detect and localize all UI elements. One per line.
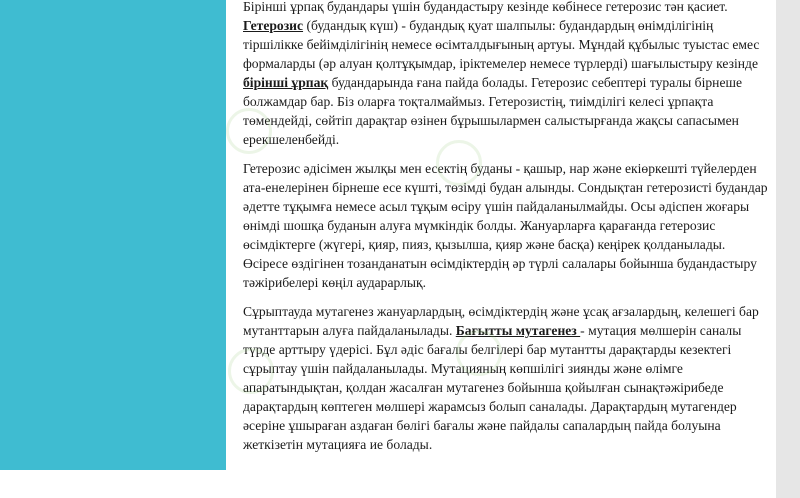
document-page (226, 0, 776, 498)
document-text (243, 0, 771, 464)
paragraph-2 (243, 159, 771, 292)
p2-seg-1: Гетерозис әдісімен жылқы мен есектің буданы - қашыр, нар және екіөркешті түйелерден ата-енелерінен бірнеше есе күшті, төзімді будан алынды. Сондықтан гетерозисті будандар әдетте тұқымға немесе асыл тұқым өсіру үшін пайдаланылмайды. Осы әдіспен жоғары өнімді шошқа буданын алуға мүмкіндік болды. Жануарларға қарағанда гетерозис өсімдіктерге (жүгері, қияр, пияз, қызылша, қияр және басқа) кеңірек қолданылады. Өсіресе өздігінен тозанданатын өсімдіктердің әр түрлі салалары бойынша будандастыру тәжірибелері көңіл аударарлық. (243, 161, 768, 290)
term-directed-mutagenesis: Бағытты мутагенез (455, 323, 581, 338)
paragraph-3 (243, 302, 771, 454)
p1-seg-1: Бірінші ұрпақ будандары үшін будандастыру кезінде көбінесе гетерозис тән қасиет. (243, 0, 728, 14)
paragraph-1 (243, 0, 771, 149)
term-heterosis: Гетерозис (243, 18, 304, 33)
p1-seg-5: будандарында ғана пайда болады. Гетерозис себептері туралы бірнеше болжамдар бар. Біз оларға тоқталмаймыз. Гетерозистің, тиімділігі келесі ұрпақта төмендейді, сөйтіп дарақтар өзінен бұрышылармен салыстырғанда жақсы сапасымен ерекшеленбейді. (243, 75, 742, 147)
term-first-generation: бірінші ұрпақ (243, 75, 329, 90)
p3-seg-1: Сұрыптауда мутагенез жануарлардың, өсімдіктердің және ұсақ ағзалардың, келешегі бар мутанттарын алуға пайдаланылады. (243, 304, 759, 338)
p1-seg-3: (будандық күш) - будандық қуат шалпылы: будандардың өнімділігінің тіршілікке бейімділігінің немесе өсімталдығының артуы. Мұндай құбылыс туыстас емес формаларды (әр алуан қолтұқымдар, іріктемелер немесе түрлерді) шағылыстыру кезінде (243, 18, 760, 71)
left-decor-panel (0, 0, 226, 470)
scrollbar-track[interactable] (776, 0, 800, 498)
p3-seg-3: - мутация мөлшерін саналы түрде арттыру үдерісі. Бұл әдіс бағалы белгілері бар мутантты дарақтарды кезектегі сұрыптау үшін пайдаланылады. Мутацияның көпшілігі зиянды және өлімге апаратындықтан, қолдан жасалған мутагенез бойынша қойылған сынақтәжірибеде дарақтардың көптеген мөлшері жарамсыз болып саналады. Дарақтардың мутагендер әсеріне ұшыраған аздаған бөлігі бағалы және пайдалы сапалардың пайда болуына жеткізетін мутацияға ие болады. (243, 323, 742, 452)
